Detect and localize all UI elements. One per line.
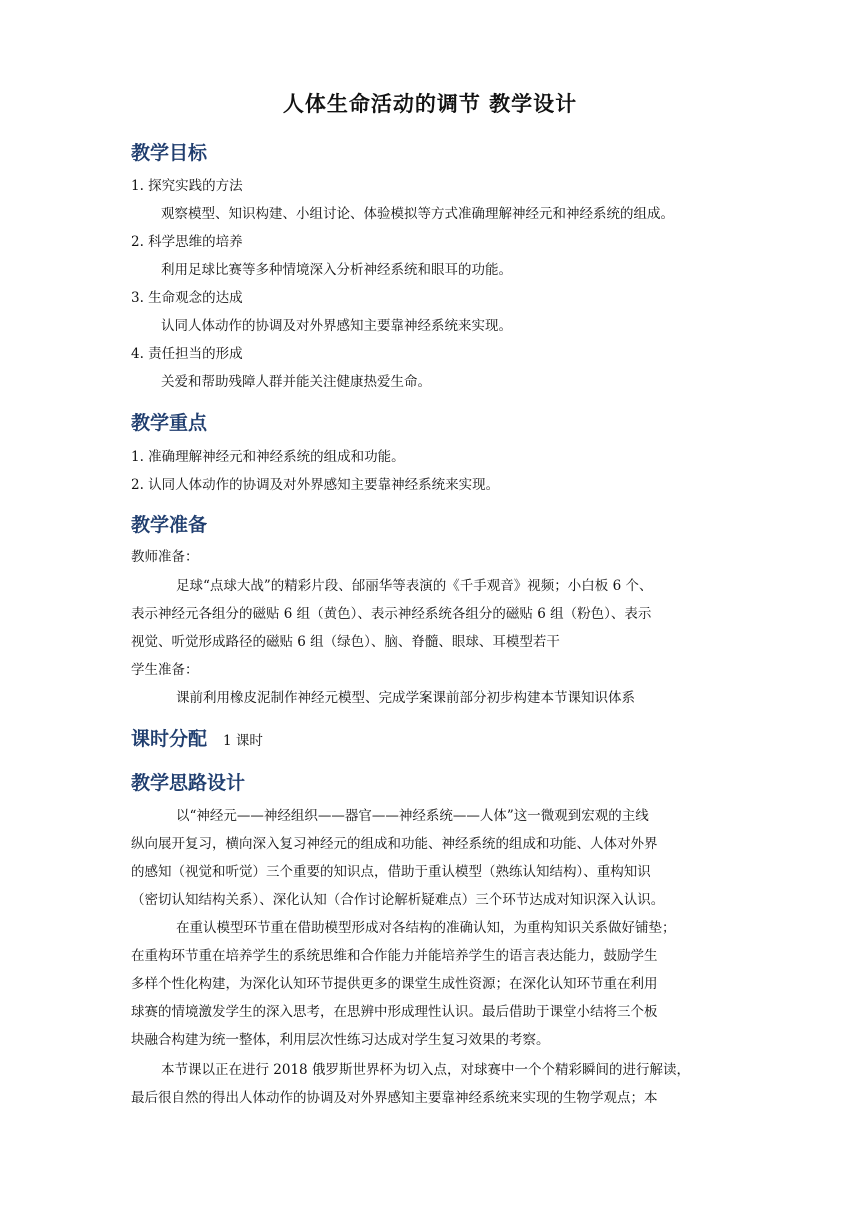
design-line-10: 本节课以正在进行 2018 俄罗斯世界杯为切入点，对球赛中一个个精彩瞬间的进行解读， xyxy=(161,1062,690,1078)
student-prep-label: 学生准备： xyxy=(131,662,199,678)
schedule-heading-text: 课时分配 xyxy=(131,728,208,750)
key-point-1: 1. 准确理解神经元和神经系统的组成和功能。 xyxy=(131,449,405,465)
design-line-7: 多样个性化构建，为深化认知环节提供更多的课堂生成性资源；在深化认知环节重在利用 xyxy=(131,976,658,992)
goal-3-label: 3. 生命观念的达成 xyxy=(131,290,243,306)
design-line-1: 以“神经元——神经组织——器官——神经系统——人体”这一微观到宏观的主线 xyxy=(176,808,649,824)
schedule-value: 1 课时 xyxy=(223,733,263,749)
document-title: 人体生命活动的调节 教学设计 xyxy=(282,91,578,116)
design-line-8: 球赛的情境激发学生的深入思考，在思辨中形成理性认识。最后借助于课堂小结将三个板 xyxy=(131,1004,658,1020)
goal-1-desc: 观察模型、知识构建、小组讨论、体验模拟等方式准确理解神经元和神经系统的组成。 xyxy=(161,206,674,222)
section-heading-design: 教学思路设计 xyxy=(131,772,246,794)
goal-4-label: 4. 责任担当的形成 xyxy=(131,346,243,362)
design-line-3: 的感知（视觉和听觉）三个重要的知识点，借助于重认模型（熟练认知结构）、重构知识 xyxy=(131,864,651,880)
goal-1-label: 1. 探究实践的方法 xyxy=(131,178,243,194)
teacher-prep-line-1: 足球“点球大战”的精彩片段、邰丽华等表演的《千手观音》视频；小白板 6 个、 xyxy=(176,578,653,594)
section-heading-goals: 教学目标 xyxy=(131,142,208,164)
goal-3-desc: 认同人体动作的协调及对外界感知主要靠神经系统来实现。 xyxy=(161,318,512,334)
design-line-6: 在重构环节重在培养学生的系统思维和合作能力并能培养学生的语言表达能力，鼓励学生 xyxy=(131,948,658,964)
design-line-5: 在重认模型环节重在借助模型形成对各结构的准确认知，为重构知识关系做好铺垫； xyxy=(176,920,676,936)
design-line-9: 块融合构建为统一整体，利用层次性练习达成对学生复习效果的考察。 xyxy=(131,1032,550,1048)
design-line-11: 最后很自然的得出人体动作的协调及对外界感知主要靠神经系统来实现的生物学观点；本 xyxy=(131,1090,658,1106)
section-heading-schedule xyxy=(131,724,263,751)
section-heading-preparation: 教学准备 xyxy=(131,514,208,536)
teacher-prep-line-2: 表示神经元各组分的磁贴 6 组（黄色）、表示神经系统各组分的磁贴 6 组（粉色）、表示 xyxy=(131,606,652,622)
section-heading-key-points: 教学重点 xyxy=(131,412,208,434)
design-line-4: （密切认知结构关系）、深化认知（合作讨论解析疑难点）三个环节达成对知识深入认识。 xyxy=(131,892,665,908)
goal-2-label: 2. 科学思维的培养 xyxy=(131,234,243,250)
teacher-prep-label: 教师准备： xyxy=(131,549,199,565)
key-point-2: 2. 认同人体动作的协调及对外界感知主要靠神经系统来实现。 xyxy=(131,477,500,493)
student-prep-line: 课前利用橡皮泥制作神经元模型、完成学案课前部分初步构建本节课知识体系 xyxy=(176,690,635,706)
teacher-prep-line-3: 视觉、听觉形成路径的磁贴 6 组（绿色）、脑、脊髓、眼球、耳模型若干 xyxy=(131,634,560,650)
goal-4-desc: 关爱和帮助残障人群并能关注健康热爱生命。 xyxy=(161,374,431,390)
design-line-2: 纵向展开复习，横向深入复习神经元的组成和功能、神经系统的组成和功能、人体对外界 xyxy=(131,836,658,852)
goal-2-desc: 利用足球比赛等多种情境深入分析神经系统和眼耳的功能。 xyxy=(161,262,512,278)
